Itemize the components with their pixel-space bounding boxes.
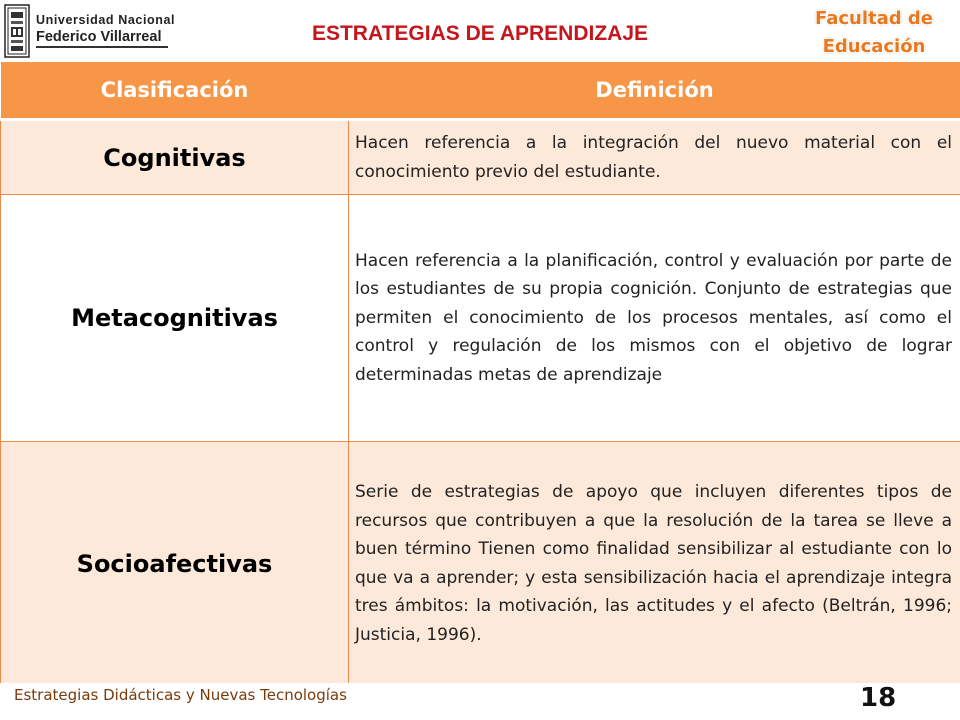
column-header-definition: Definición — [349, 62, 960, 120]
university-name-line2: Federico Villarreal — [36, 29, 162, 45]
table-header-row — [1, 62, 960, 120]
table-row — [1, 442, 960, 686]
slide-header — [0, 0, 960, 64]
strategies-table — [0, 62, 960, 686]
faculty-badge — [794, 5, 954, 61]
logo-underline — [36, 46, 168, 48]
university-logo — [4, 4, 174, 58]
university-name-line1: Universidad Nacional — [36, 13, 176, 27]
definition-cell: Serie de estrategias de apoyo que incluyen diferentes tipos de recursos que contribuyen a que la resolución de la tarea se lleve a buen término Tienen como finalidad sensibilizar al estudiante con lo que va a aprender; y esta sensibilización hacia el aprendizaje integra tres ámbitos: la motivación, las actitudes y el afecto (Beltrán, 1996; Justicia, 1996). — [349, 442, 960, 686]
slide-title: ESTRATEGIAS DE APRENDIZAJE — [311, 22, 649, 45]
faculty-line2: Educación — [822, 36, 926, 57]
definition-cell: Hacen referencia a la integración del nuevo material con el conocimiento previo del estudiante. — [349, 120, 960, 195]
table-row — [1, 120, 960, 195]
course-name: Estrategias Didácticas y Nuevas Tecnologías — [14, 686, 347, 704]
table-row — [1, 195, 960, 442]
classification-cell: Socioafectivas — [1, 442, 349, 686]
classification-cell: Metacognitivas — [1, 195, 349, 442]
page-number: 18 — [860, 683, 897, 713]
classification-cell: Cognitivas — [1, 120, 349, 195]
column-header-classification: Clasificación — [1, 62, 349, 120]
university-crest-icon — [4, 4, 30, 58]
faculty-line1: Facultad de — [814, 8, 934, 29]
definition-cell: Hacen referencia a la planificación, control y evaluación por parte de los estudiantes de su propia cognición. Conjunto de estrategias que permiten el conocimiento de los procesos mentales, así como el control y regulación de los mismos con el objetivo de lograr determinadas metas de aprendizaje — [349, 195, 960, 442]
slide-footer — [0, 683, 960, 720]
